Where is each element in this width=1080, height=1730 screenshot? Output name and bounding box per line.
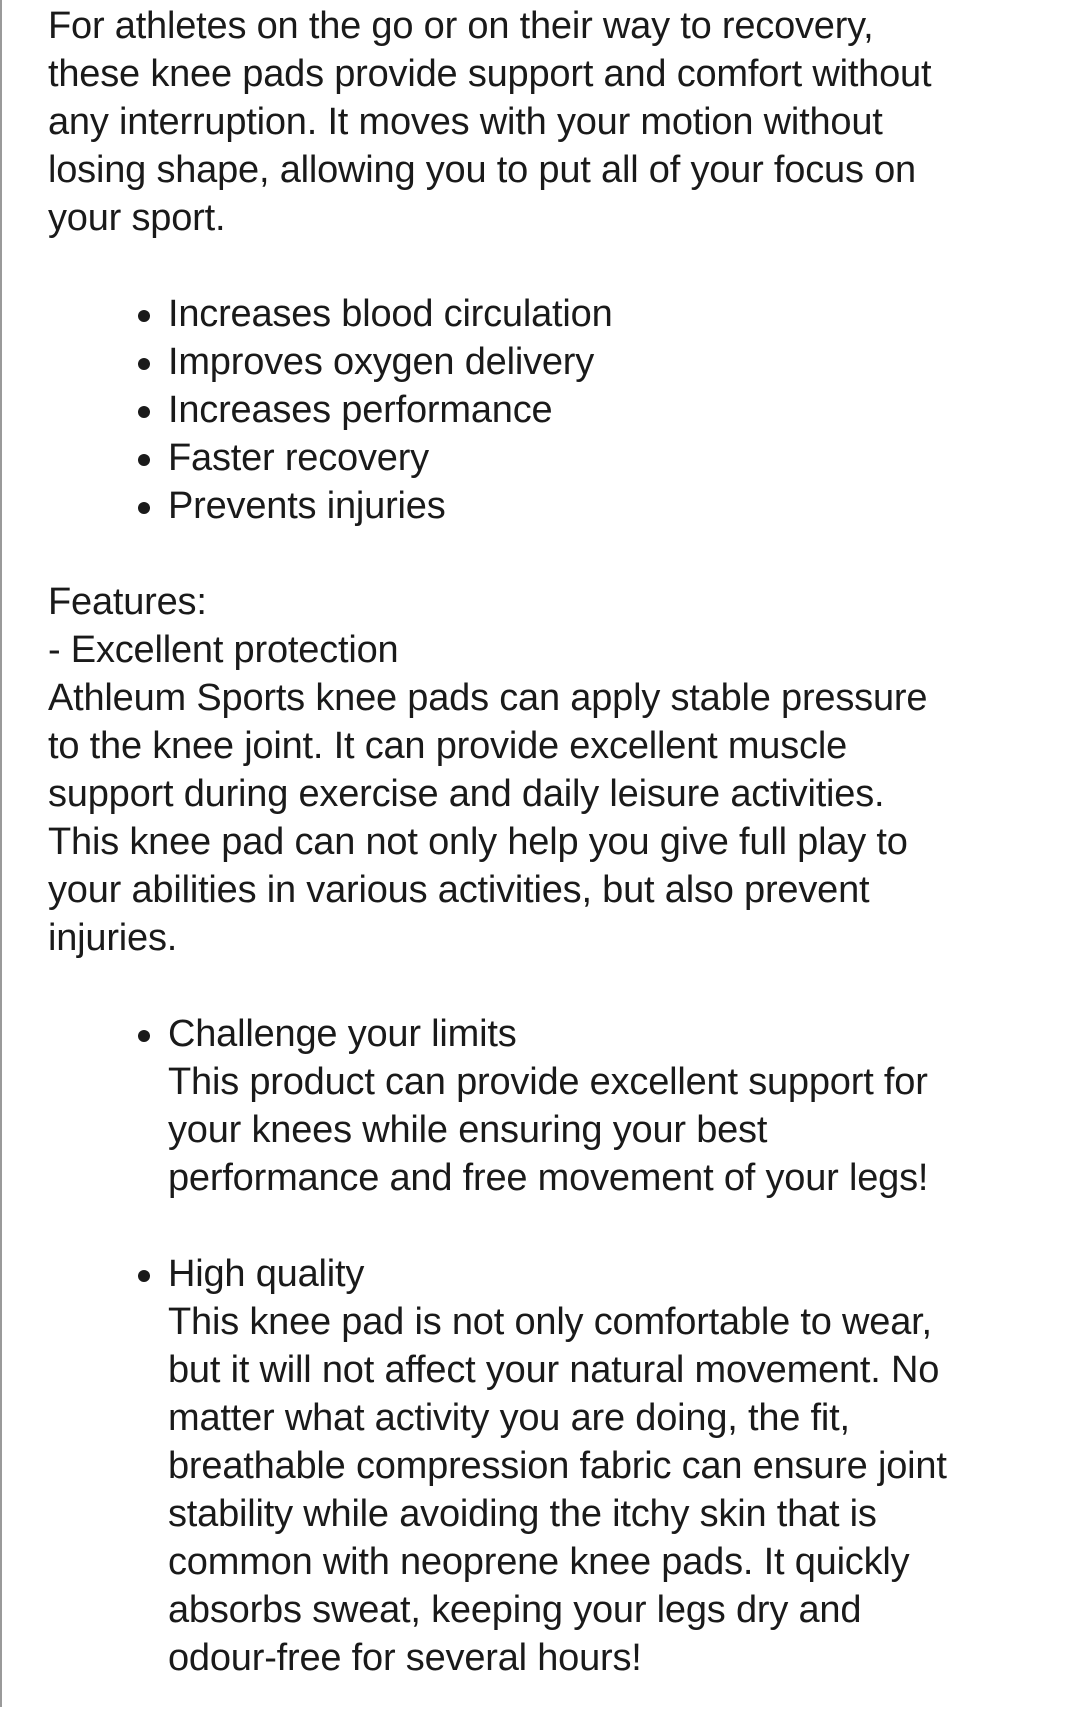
detail-body: [168, 1250, 1048, 1682]
intro-line: any interruption. It moves with your motion without: [48, 101, 883, 143]
detail-line: performance and free movement of your legs!: [168, 1157, 929, 1199]
bullet-dot-icon: [138, 310, 150, 322]
features-section: [48, 578, 1058, 962]
features-heading: Features:: [48, 581, 207, 623]
intro-line: your sport.: [48, 197, 226, 239]
features-paragraph: [48, 674, 1048, 962]
bullet-dot-icon: [138, 358, 150, 370]
benefit-text: Increases blood circulation: [168, 293, 613, 335]
detail-title: Challenge your limits: [168, 1013, 517, 1055]
detail-line: odour-free for several hours!: [168, 1637, 642, 1679]
benefit-text: Faster recovery: [168, 437, 429, 479]
bullet-dot-icon: [138, 502, 150, 514]
detail-line: absorbs sweat, keeping your legs dry and: [168, 1589, 862, 1631]
detail-item: [168, 1010, 1058, 1202]
detail-body: [168, 1010, 1048, 1202]
features-line: injuries.: [48, 917, 178, 959]
features-line: your abilities in various activities, but also prevent: [48, 869, 870, 911]
benefit-item: [168, 338, 1058, 386]
features-line: support during exercise and daily leisure activities.: [48, 773, 885, 815]
detail-line: but it will not affect your natural movement. No: [168, 1349, 940, 1391]
benefit-item: [168, 386, 1058, 434]
details-list: [48, 1010, 1058, 1682]
features-line: Athleum Sports knee pads can apply stable pressure: [48, 677, 928, 719]
detail-line: This knee pad is not only comfortable to wear,: [168, 1301, 932, 1343]
bullet-dot-icon: [138, 1270, 150, 1282]
detail-line: matter what activity you are doing, the fit,: [168, 1397, 850, 1439]
benefit-item: [168, 290, 1058, 338]
intro-paragraph: [48, 2, 1048, 242]
product-description: [48, 2, 1058, 1730]
detail-title: High quality: [168, 1253, 365, 1295]
detail-line: This product can provide excellent support for: [168, 1061, 928, 1103]
benefit-text: Increases performance: [168, 389, 553, 431]
benefit-item: [168, 482, 1058, 530]
left-border: [0, 0, 2, 1707]
bullet-dot-icon: [138, 406, 150, 418]
detail-item: [168, 1250, 1058, 1682]
benefit-item: [168, 434, 1058, 482]
detail-line: common with neoprene knee pads. It quickly: [168, 1541, 910, 1583]
detail-line: your knees while ensuring your best: [168, 1109, 768, 1151]
bullet-dot-icon: [138, 454, 150, 466]
intro-line: losing shape, allowing you to put all of your focus on: [48, 149, 916, 191]
detail-line: breathable compression fabric can ensure joint: [168, 1445, 947, 1487]
detail-line: stability while avoiding the itchy skin that is: [168, 1493, 877, 1535]
intro-line: these knee pads provide support and comfort without: [48, 53, 932, 95]
intro-line: For athletes on the go or on their way to recovery,: [48, 5, 874, 47]
benefits-list: [48, 290, 1058, 530]
features-line: to the knee joint. It can provide excellent muscle: [48, 725, 848, 767]
benefit-text: Improves oxygen delivery: [168, 341, 595, 383]
features-line: This knee pad can not only help you give full play to: [48, 821, 908, 863]
benefit-text: Prevents injuries: [168, 485, 446, 527]
bullet-dot-icon: [138, 1030, 150, 1042]
features-subheading: - Excellent protection: [48, 629, 399, 671]
